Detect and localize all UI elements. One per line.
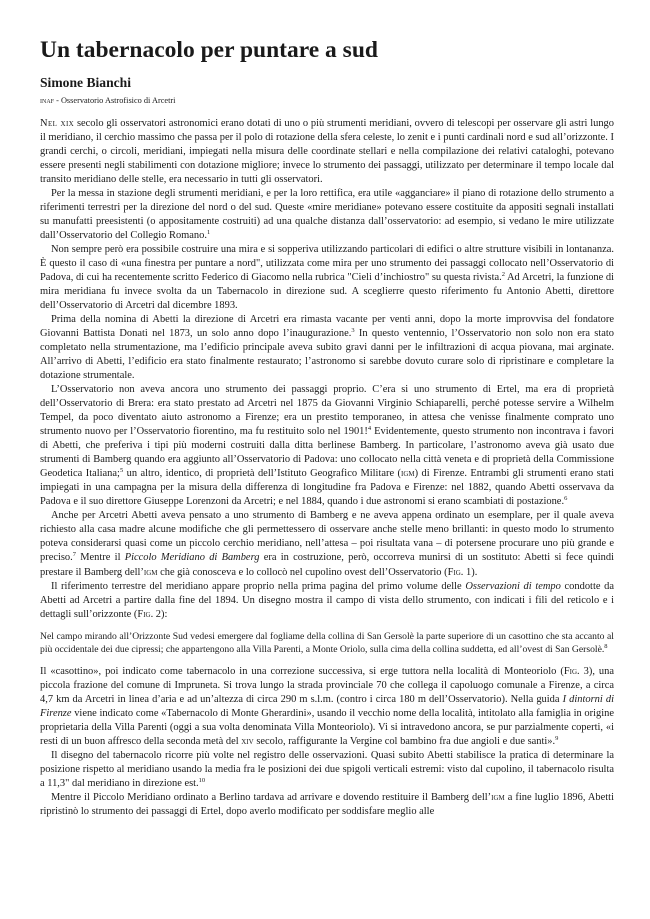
instrument-name: Piccolo Meridiano di Bamberg — [124, 552, 260, 564]
footnote-ref[interactable]: 7 — [72, 551, 76, 559]
footnote-ref[interactable]: 10 — [198, 777, 206, 785]
paragraph-text: ): — [161, 608, 168, 620]
footnote-ref[interactable]: 2 — [501, 271, 505, 279]
publication-title: Osservazioni di tempo — [465, 580, 561, 592]
quote-text: Nel campo mirando all’Orizzonte Sud vedesi emergere dal fogliame della collina di San Gersolè la parte superiore di un casottino che sta accanto al più occidentale dei due cipressi; che appartengono alla Villa Parenti, a Monte Oriolo, sulla cima della collina suddetta, ed all’ovest di San Gersolè. — [40, 630, 614, 655]
footnote-ref[interactable]: 8 — [604, 642, 608, 650]
paragraph-text: un altro, identico, di proprietà dell’Istituto Geografico Militare ( — [123, 468, 401, 480]
paragraph-text: L’Osservatorio non aveva ancora uno strumento dei passaggi proprio. C’era si uno strumento di Ertel, ma era di proprietà dell’Osservatorio di Brera: era stato prestato ad Arcetri nel 1875 da Giovanni Virginio Schiaparelli, perché potesse servire a Wilhelm Tempel, da poco diventato aiuto astronomo a Firenze; era un prestito temporaneo, in attesa che venisse finalmente comprato uno strumento nuovo per l’Osservatorio fiorentino, ma fu restituito solo nel 1901! — [40, 384, 614, 438]
paragraph-8 — [40, 665, 614, 749]
paragraph-text: In questo ventennio, l’Osservatorio non solo non era stato completato nella strumentazione, ma l’edificio principale aveva subito gravi danni per le infiltrazioni di acqua piovana, mai arginate. All’arrivo di Abetti, l’edificio era stato finalmente restaurato; l’astronomo si sarebbe dovuto curare solo di ripristinare e completare la dotazione strumentale. — [40, 328, 615, 382]
figure-ref[interactable]: Fig. 2 — [137, 608, 162, 620]
author-affiliation — [40, 96, 175, 105]
paragraph-9 — [40, 749, 614, 791]
article-title: Un tabernacolo per puntare a sud — [40, 37, 378, 63]
paragraph-2 — [40, 187, 614, 243]
acronym: igm — [491, 792, 505, 804]
figure-ref[interactable]: Fig. 3 — [563, 666, 589, 678]
paragraph-text: Ad Arcetri, la funzione di mira meridiana fu invece svolta da un Tabernacolo in direzione sud. A sceglierre questo riferimento fu Antonio Abetti, direttore dell’Osservatorio di Arcetri dal dicembre 1893. — [40, 272, 615, 312]
footnote-ref[interactable]: 4 — [367, 425, 372, 433]
paragraph-text: Evidentemente, questo strumento non incontrava i favori di Abetti, che preferiva i tipi più moderni costruiti dalla ditta berlinese Bamberg. In particolare, l’astronomo aveva già usato due strumenti di Bamberg quando era aggiunto all’Osservatorio di Padova: uno collocato nella città veneta e di proprietà della Commissione Geodetica Italiana; — [40, 426, 615, 480]
paragraph-text: Il riferimento terrestre del meridiano appare proprio nella prima pagina del primo volume delle — [51, 580, 466, 592]
paragraph-10 — [40, 791, 614, 819]
paragraph-text: secolo, raffigurante la Vergine col bambino fra due angioli e due santi». — [253, 736, 556, 748]
block-quote — [40, 630, 614, 657]
paragraph-text: che già conosceva e lo collocò nel cupolino ovest dell’Osservatorio ( — [157, 566, 448, 578]
paragraph-text: Prima della nomina di Abetti la direzione di Arcetri era rimasta vacante per venti anni, dopo la morte improvvisa del fondatore Giovanni Battista Donati nel 1873, un solo anno dopo l’inaugurazione. — [40, 314, 614, 340]
paragraph-text: ) di Firenze. Entrambi gli strumenti erano stati impiegati in una campagna per la misura della differenza di longitudine fra Padova e Firenze: nel 1882, quando Abetti osservava da Padova e il suo direttore Giuseppe Lorenzoni da Arcetri; e nel 1884, quando i due astronomi si erano scambiati di postazione. — [40, 468, 614, 508]
footnote-ref[interactable]: 5 — [119, 467, 124, 475]
paragraph-text: Anche per Arcetri Abetti aveva pensato a uno strumento di Bamberg e ne aveva appena ordinato un esemplare, per il quale aveva richiesto alla casa madre alcune modifiche che gli permettessero di osservare anche stelle meno brillanti: in questo modo lo strumento poteva considerarsi quasi come un piccolo cerchio meridiano, nell’attesa – poi risultata vana – di potersene procurare uno più grande e preciso. — [40, 510, 614, 564]
paragraph-text: a fine luglio 1896, Abetti ripristinò lo strumento dei passaggi di Ertel, dopo averlo modificato per soddisfare meglio alle — [40, 792, 614, 818]
paragraph-text: secolo gli osservatori astronomici erano dotati di uno o più strumenti meridiani, ovvero di telescopi per osservare gli astri lungo il meridiano, il cerchio massimo che passa per il polo di rotazione della sfera celeste, lo zenit e i punti cardinali nord e sud all’orizzonte. I grandi cerchi, o circoli, meridiani, impiegati nella misura delle coordinate stellari e nella compilazione dei relativi cataloghi, potevano essere presenti negli stabilimenti con dotazione migliore; invece lo strumento dei passaggi, utilizzato per determinare il tempo locale dal transito meridiano delle stelle, era necessario in tutti gli osservatori. — [40, 118, 614, 186]
acronym: igm — [143, 566, 158, 578]
article-body — [40, 117, 614, 819]
paragraph-text: Il disegno del tabernacolo ricorre più volte nel registro delle osservazioni. Quasi subito Abetti stabilisce la pratica di determinare la posizione rispetto al meridiano usando la media fra le posizioni dei due spigoli verticali estremi: visto dal cupolino, il tabernacolo risulta a 11,3" dal meridiano in direzione est. — [40, 750, 614, 790]
paragraph-text: Il «casottino», poi indicato come tabernacolo in una correzione successiva, si erge tuttora nella località di Monteoriolo ( — [40, 666, 564, 678]
affiliation-separator: - — [54, 96, 61, 105]
paragraph-text: ), una piccola frazione del comune di Impruneta. Si trova lungo la strada provinciale 70 che collega il capoluogo comunale a Firenze, a circa 4,7 km da Arcetri in linea d’aria e ad un’altezza di circa 290 m s.l.m. (contro i circa 180 m dell’Osservatorio). Nella guida — [40, 666, 614, 706]
paragraph-3 — [40, 243, 614, 313]
opening-small-caps: Nel xix — [40, 118, 75, 129]
paragraph-text: Mentre il — [76, 552, 125, 564]
paragraph-text: condotte da Abetti ad Arcetri a partire dalla fine del 1894. Un disegno mostra il campo di vista dello strumento, con indicati i fili del reticolo e i dettagli sull’orizzonte ( — [40, 580, 615, 620]
paragraph-text: Non sempre però era possibile costruire una mira e si sopperiva utilizzando particolari di edifici o altre strutture visibili in lontananza. È questo il caso di «una finestra per puntare a nord", utilizzata come mira per uno strumento dei passaggi collocato nell’Osservatorio di Padova, di cui ha recentemente scritto Federico di Giacomo nella rubrica "Cieli d’inchiostro" su questa rivista. — [40, 244, 614, 284]
affiliation-acronym: inaf — [40, 96, 55, 105]
footnote-ref[interactable]: 3 — [351, 327, 355, 335]
footnote-ref[interactable]: 1 — [206, 229, 211, 237]
paragraph-4 — [40, 313, 614, 383]
acronym: igm — [401, 468, 415, 480]
paragraph-text: viene indicato come «Tabernacolo di Monte Gherardini», usando il vecchio nome della località, intitolato alla famiglia in origine proprietaria della Villa Parenti (oggi a sua volta denominata Villa Monteoriolo). Vi si intravedono ancora, se pur parzialmente coperti, «i resti di un buon affresco della seconda metà del — [40, 708, 614, 748]
footnote-ref[interactable]: 9 — [555, 735, 559, 743]
paragraph-text: era in costruzione, però, occorreva munirsi di un sostituto: Abetti si fece quindi prestare il Bamberg dell’ — [40, 552, 615, 578]
figure-ref[interactable]: Fig. 1 — [447, 566, 472, 578]
publication-title: I dintorni di Firenze — [40, 694, 614, 720]
paragraph-6 — [40, 509, 614, 579]
paragraph-7 — [40, 580, 614, 622]
paragraph-1 — [40, 117, 614, 187]
paragraph-text: Per la messa in stazione degli strumenti meridiani, e per la loro rettifica, era utile «agganciare» il piano di rotazione dello strumento a riferimenti terrestri per la direzione del nord o del sud. Queste «mire meridiane» potevano essere costituite da appositi segnali installati su manufatti preesistenti (o appositamente costruiti) ad una qualche distanza dall’osservatorio: ad esempio, si vedano le mire utilizzate dall’Osservatorio del Collegio Romano. — [40, 188, 614, 242]
paragraph-text: Mentre il Piccolo Meridiano ordinato a Berlino tardava ad arrivare e dovendo restituire il Bamberg dell’ — [51, 792, 492, 804]
footnote-ref[interactable]: 6 — [564, 495, 568, 503]
author-name: Simone Bianchi — [40, 75, 132, 90]
paragraph-text: ). — [471, 566, 478, 578]
century-numeral: xiv — [241, 736, 254, 748]
paragraph-5 — [40, 383, 614, 509]
affiliation-name: Osservatorio Astrofisico di Arcetri — [60, 96, 176, 105]
